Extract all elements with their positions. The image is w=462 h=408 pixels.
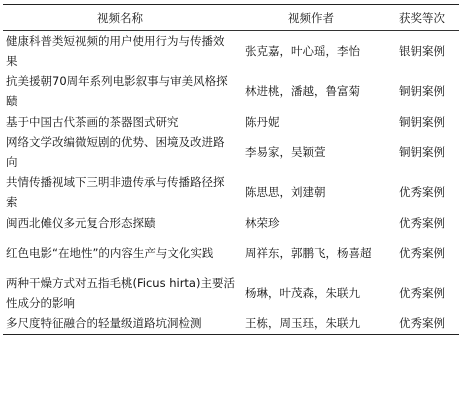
table-row — [3, 132, 459, 172]
table-row — [3, 212, 459, 233]
award-level-cell: 铜钥案例 — [399, 145, 445, 159]
video-author-cell: 林进桃，潘越，鲁富菊 — [245, 84, 360, 98]
video-title-cell: 基于中国古代茶画的茶器图式研究 — [6, 114, 179, 129]
table-row — [3, 313, 459, 334]
video-author-cell: 李易家，吴颖萱 — [245, 145, 326, 159]
award-level-cell: 优秀案例 — [385, 313, 459, 334]
table-row — [3, 273, 459, 313]
header-row — [3, 5, 459, 31]
header-award-level: 获奖等次 — [385, 5, 459, 31]
table-row — [3, 233, 459, 273]
video-author-cell: 杨琳，叶茂森，朱联九 — [245, 286, 360, 300]
video-title-cell: 网络文学改编微短剧的优势、困境及改进路向 — [6, 135, 225, 169]
video-author-cell: 王栋，周玉珏，朱联九 — [237, 313, 385, 334]
table-header — [3, 5, 459, 31]
video-title-cell: 健康科普类短视频的用户使用行为与传播效果 — [6, 34, 225, 68]
table-row — [3, 111, 459, 132]
award-level-cell: 铜钥案例 — [399, 84, 445, 98]
header-video-author: 视频作者 — [237, 5, 385, 31]
video-title-cell: 共情传播视域下三明非遗传承与传播路径探索 — [6, 175, 225, 209]
video-author-cell: 张克嘉，叶心瑶，李怡 — [245, 44, 360, 58]
video-title-cell: 两种干燥方式对五指毛桃(Ficus hirta)主要活性成分的影响 — [6, 276, 235, 310]
table-row — [3, 31, 459, 72]
award-level-cell: 铜钥案例 — [399, 114, 445, 129]
award-level-cell: 优秀案例 — [399, 246, 445, 260]
video-author-cell: 陈丹妮 — [245, 114, 280, 129]
table-body — [3, 31, 459, 335]
award-level-cell: 优秀案例 — [399, 215, 445, 230]
table-row — [3, 71, 459, 111]
award-table — [3, 4, 459, 335]
award-level-cell: 银钥案例 — [399, 44, 445, 58]
table-row — [3, 172, 459, 212]
video-author-cell: 陈思思，刘建朝 — [245, 185, 326, 199]
award-level-cell: 优秀案例 — [399, 185, 445, 199]
award-level-cell: 优秀案例 — [399, 286, 445, 300]
video-title-cell: 多尺度特征融合的轻量级道路坑洞检测 — [3, 313, 237, 334]
video-title-cell: 闽西北傩仪多元复合形态探赜 — [6, 215, 156, 230]
video-title-cell: 红色电影“在地性”的内容生产与文化实践 — [6, 246, 214, 260]
video-author-cell: 林荣珍 — [245, 215, 280, 230]
header-video-title: 视频名称 — [3, 5, 237, 31]
video-author-cell: 周祥东，郭鹏飞，杨喜超 — [245, 246, 372, 260]
video-title-cell: 抗美援朝70周年系列电影叙事与审美风格探赜 — [6, 74, 228, 108]
